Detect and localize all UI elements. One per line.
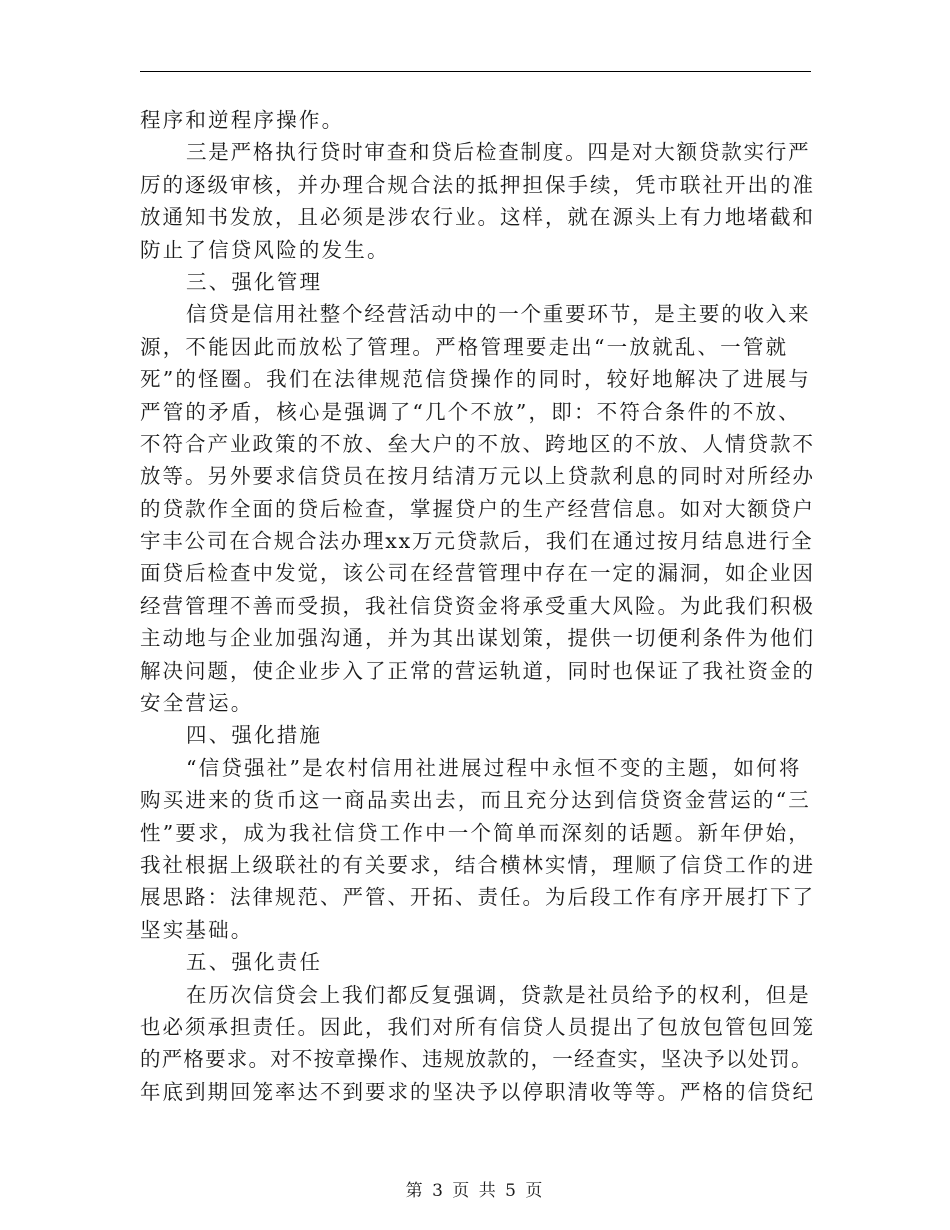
section-heading: 三、强化管理 [186,269,323,294]
section-heading: 五、强化责任 [186,950,323,975]
text-line: 程序和逆程序操作。 [140,108,345,132]
text-line: 展思路：法律规范、严管、开拓、责任。为后段工作有序开展打下了 [140,885,815,910]
text-line: 死”的怪圈。我们在法律规范信贷操作的同时，较好地解决了进展与 [140,367,811,392]
text-line: 宇丰公司在合规合法办理xx万元贷款后，我们在通过按月结息进行全 [140,529,814,554]
footer-total-pages: 5 [505,1181,518,1201]
footer-current-page: 3 [432,1181,445,1201]
paragraph-start-line: “信贷强社”是农村信用社进展过程中永恒不变的主题，如何将 [186,755,802,780]
text-line: 的严格要求。对不按章操作、违规放款的，一经查实，坚决予以处罚。 [140,1047,813,1072]
text-line: 年底到期回笼率达不到要求的坚决予以停职清收等等。严格的信贷纪 [140,1079,815,1104]
paragraph-start-line: 信贷是信用社整个经营活动中的一个重要环节，是主要的收入来 [186,302,811,327]
text-line: 不符合产业政策的不放、垒大户的不放、跨地区的不放、人情贷款不 [140,431,815,456]
document-body [140,104,815,1108]
header-rule [140,71,811,72]
text-line: 严管的矛盾，核心是强调了“几个不放”，即：不符合条件的不放、 [140,399,801,424]
paragraph-start-line: 在历次信贷会上我们都反复强调，贷款是社员给予的权利，但是 [186,982,811,1007]
text-line: 经营管理不善而受损，我社信贷资金将承受重大风险。为此我们积极 [140,593,815,618]
text-line: 放等。另外要求信贷员在按月结清万元以上贷款利息的同时对所经办 [140,464,815,489]
text-line: 也必须承担责任。因此，我们对所有信贷人员提出了包放包管包回笼 [140,1014,815,1039]
text-line: 放通知书发放，且必须是涉农行业。这样，就在源头上有力地堵截和 [140,205,815,230]
text-line: 性”要求，成为我社信贷工作中一个简单而深刻的话题。新年伊始， [140,820,811,845]
footer-prefix: 第 [405,1181,425,1201]
text-line: 源，不能因此而放松了管理。严格管理要走出“一放就乱、一管就 [140,334,789,359]
text-line: 购买进来的货币这一商品卖出去，而且充分达到信贷资金营运的“三 [140,788,811,813]
text-line: 防止了信贷风险的发生。 [140,237,390,262]
paragraph-start-line: 三是严格执行贷时审查和贷后检查制度。四是对大额贷款实行严 [186,140,811,165]
text-line: 主动地与企业加强沟通，并为其出谋划策，提供一切便利条件为他们 [140,626,815,651]
text-line: 的贷款作全面的贷后检查，掌握贷户的生产经营信息。如对大额贷户 [140,496,815,521]
page-footer [0,1176,950,1201]
text-line: 我社根据上级联社的有关要求，结合横林实情，理顺了信贷工作的进 [140,852,815,877]
text-line: 厉的逐级审核，并办理合规合法的抵押担保手续，凭市联社开出的准 [140,172,815,197]
footer-suffix: 页 [525,1181,545,1201]
text-line: 坚实基础。 [140,917,254,942]
section-heading: 四、强化措施 [186,723,323,748]
text-line: 面贷后检查中发觉，该公司在经营管理中存在一定的漏洞，如企业因 [140,561,815,586]
footer-middle: 页 共 [452,1181,498,1201]
text-line: 解决问题，使企业步入了正常的营运轨道，同时也保证了我社资金的 [140,658,815,683]
text-line: 安全营运。 [140,691,254,716]
